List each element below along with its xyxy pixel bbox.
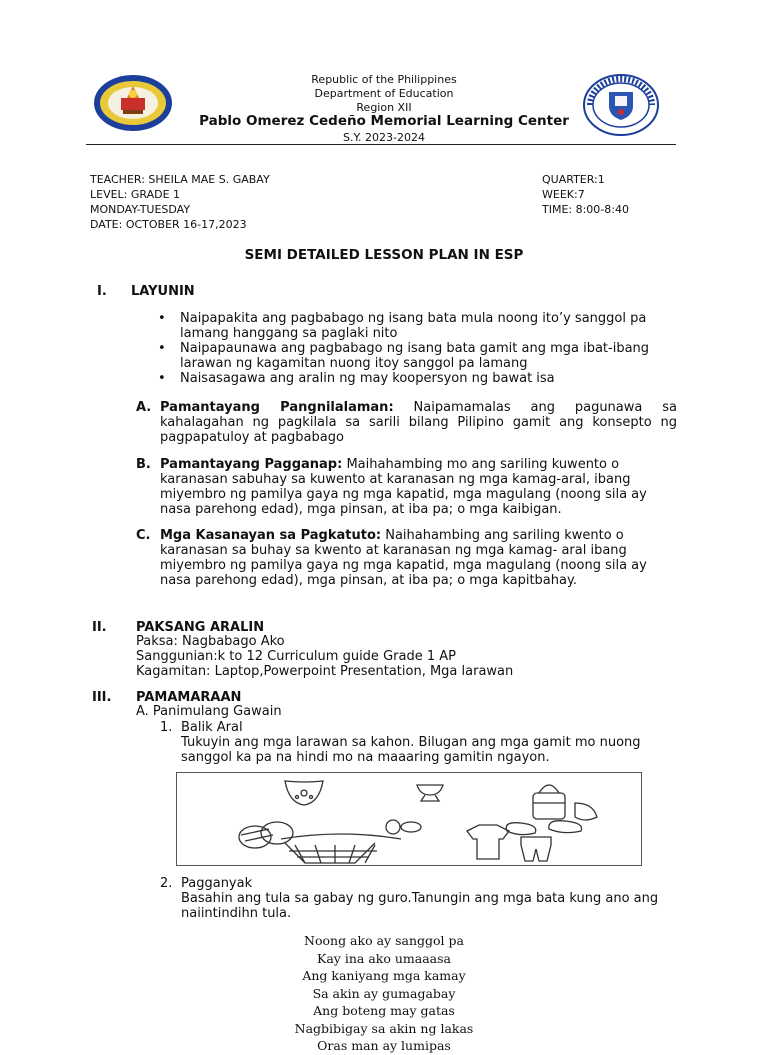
section-iii-number: III. [92,690,112,705]
item-c-body: Naihahambing ang sariling kwento o karanasan sa buhay sa kwento at karanasan ng mga kamag- aral ibang miyembro ng pamilya gaya ng mga kapatid, mga magulang (noong sila ay nasa parehong edad), mga pinsan, at iba pa; o mga kapitbahay. [160,528,647,588]
step-2-number: 2. [160,876,173,891]
document-title: SEMI DETAILED LESSON PLAN IN ESP [244,247,524,263]
step-1-text: Tukuyin ang mga larawan sa kahon. Bilugan ang mga gamit mo nuong sanggol ka pa na hindi mo na maaaring gamitin ngayon. [181,735,641,765]
section-i-heading: LAYUNIN [131,284,195,299]
section-ii-number: II. [92,620,107,635]
poem-line: Noong ako ay sanggol pa [304,933,464,948]
step-1-title: Balik Aral [181,720,243,735]
item-c-label: Mga Kasanayan sa Pagkatuto: [160,528,382,543]
item-c-text [160,528,680,588]
section-i-number: I. [97,284,107,299]
item-a-label: Pamantayang Pangnilalaman: [160,400,394,415]
poem-line: Ang kaniyang mga kamay [302,968,466,983]
poem [250,932,518,1055]
lesson-date: DATE: OCTOBER 16-17,2023 [90,218,247,231]
header-region: Region XII [356,101,412,114]
item-b-text [160,457,680,517]
item-a-body: Naipamamalas ang pagunawa sa kahalagahan ng pagkilala sa sarili bilang Pilipino gamit ang konsepto ng pagpapatuloy at pagbabago [160,400,677,445]
quarter: QUARTER:1 [542,173,605,186]
poem-line: Nagbibigay sa akin ng lakas [294,1020,474,1036]
item-b-label: Pamantayang Pagganap: [160,457,343,472]
materials-line: Kagamitan: Laptop,Powerpoint Presentation, Mga larawan [136,664,514,679]
item-b-letter: B. [136,457,151,472]
baby-items-image [176,772,642,866]
poem-line: Sa akin ay gumagabay [312,985,456,1001]
poem-line: Kay ina ako umaaasa [317,950,451,966]
poem-line: Ang boteng may gatas [313,1003,455,1018]
objective-item: • Naipapakita ang pagbabago ng isang bata mula noong ito’y sanggol pa lamang hanggang sa paglaki nito [158,311,658,341]
section-iii-heading: PAMAMARAAN [136,690,242,705]
item-b-body: Maihahambing mo ang sariling kuwento o karanasan sabuhay sa kuwento at karanasan ng mga kamag-aral, ibang miyembro ng pamilya gaya ng mga kapatid, mga magulang (noong sila ay nasa parehong edad), mga pinsan, at iba pa; o mga kaibigan. [160,457,647,517]
header-divider [86,144,676,145]
step-2-text: Basahin ang tula sa gabay ng guro.Tanungin ang mga bata kung ano ang naiintindihn tula. [181,891,659,921]
header-republic: Republic of the Philippines [311,73,457,86]
days: MONDAY-TUESDAY [90,203,191,216]
objectives-list [158,311,658,386]
grade-level: LEVEL: GRADE 1 [90,188,181,201]
step-1-number: 1. [160,720,173,735]
sub-a-heading: A. Panimulang Gawain [136,704,282,719]
objective-item: • Naipapaunawa ang pagbabago ng isang bata gamit ang mga ibat-ibang larawan ng kagamitan nuong itoy sanggol pa lamang [158,341,658,371]
deped-seal-logo [582,74,660,136]
topic-line: Paksa: Nagbabago Ako [136,634,285,649]
school-year: S.Y. 2023-2024 [343,131,425,144]
item-a-letter: A. [136,400,152,415]
school-name: Pablo Omerez Cedeño Memorial Learning Center [199,113,569,129]
week: WEEK:7 [542,188,585,201]
item-a-text [160,400,677,445]
section-ii-heading: PAKSANG ARALIN [136,620,265,635]
header-department: Department of Education [314,87,454,100]
teacher-name: TEACHER: SHEILA MAE S. GABAY [90,173,270,186]
time: TIME: 8:00-8:40 [542,203,629,216]
reference-line: Sanggunian:k to 12 Curriculum guide Grade 1 AP [136,649,456,664]
poem-line: Oras man ay lumipas [317,1038,451,1053]
item-c-letter: C. [136,528,151,543]
objective-item: • Naisasagawa ang aralin ng may koopersyon ng bawat isa [158,371,658,386]
step-2-title: Pagganyak [181,876,253,891]
